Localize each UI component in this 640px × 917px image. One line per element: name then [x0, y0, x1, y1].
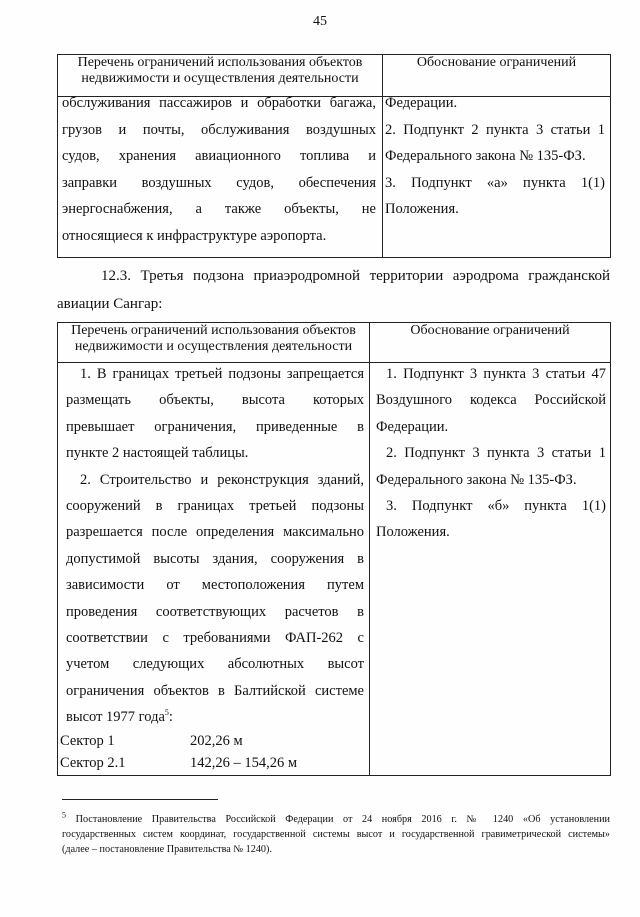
table1-left-line: судов, хранения авиационного топлива и: [62, 148, 376, 164]
table2-header-left: [58, 323, 370, 363]
table2-left-line: размещать объекты, высота которых: [66, 392, 364, 409]
table2-left-line: высот 1977 года$^5$:: [66, 708, 173, 726]
table2-right-line: Федерации.: [376, 418, 449, 435]
table2-right-line: Положения.: [376, 524, 450, 541]
restrictions-table-continued: [57, 54, 611, 258]
table2-left-line: 1. В границах третьей подзоны запрещается: [80, 366, 364, 382]
footnote-mark: 5: [62, 810, 66, 820]
table2-left-line: допустимой высоты здания, сооружения в: [66, 550, 364, 567]
table1-left-line: относящиеся к инфраструктуре аэропорта.: [62, 227, 327, 244]
table1-header-right: Обоснование ограничений: [383, 55, 611, 97]
footnote-line: (далее – постановление Правительства № 1240).: [62, 844, 272, 855]
table1-left-line: грузов и почты, обслуживания воздушных: [62, 121, 376, 138]
table2-left-line: ограничения объектов в Балтийской системе: [66, 682, 364, 699]
table2-left-line: учетом следующих абсолютных высот: [66, 656, 364, 673]
table1-left-line: энергоснабжения, а также объекты, не: [62, 201, 376, 217]
table2-right-line: Федерального закона № 135-ФЗ.: [376, 471, 577, 488]
footnote-separator: [62, 799, 218, 800]
table2-right-cell: [370, 363, 611, 776]
table1-left-line: заправки воздушных судов, обеспечения: [62, 174, 376, 191]
table2-left-line: проведения соответствующих расчетов в: [66, 603, 364, 620]
section-heading-line-1: 12.3. Третья подзона приаэродромной территории аэродрома гражданской: [101, 268, 610, 284]
page-number: 45: [313, 14, 327, 29]
table1-right-line: Положения.: [385, 201, 459, 217]
table2-right-line: 1. Подпункт 3 пункта 3 статьи 47: [386, 366, 606, 382]
table1-right-line: 3. Подпункт «а» пункта 1(1): [385, 174, 605, 191]
sector-height: 202,26 м: [190, 733, 243, 749]
footnote-line: государственных систем координат, государственной системы высот и государственной гравиметрической системы»: [62, 829, 610, 840]
table2-left-line: пункте 2 настоящей таблицы.: [66, 445, 249, 462]
table1-header-left: [58, 55, 383, 97]
table2-left-line: соответствии с требованиями ФАП-262 с: [66, 630, 364, 646]
table2-left-line: сооружений в границах третьей подзоны: [66, 498, 364, 514]
table1-right-line: 2. Подпункт 2 пункта 3 статьи 1: [385, 121, 605, 138]
table1-right-line: Федерации.: [385, 95, 458, 111]
table2-left-line: зависимости от местоположения путем: [66, 577, 364, 594]
table1-right-line: Федерального закона № 135-ФЗ.: [385, 148, 586, 164]
footnote-ref-colon: :: [168, 709, 173, 726]
sector-name: Сектор 2.1: [60, 755, 126, 771]
table1-header-left-line-2: недвижимости и осуществления деятельности: [81, 71, 359, 87]
table2-left-line: превышает ограничения, приведенные в: [66, 418, 364, 435]
table2-left-cell: [58, 363, 370, 776]
table1-right-cell: [383, 97, 611, 258]
footnote-text: Постановление Правительства Российской Федерации от 24 ноября 2016 г. № 1240 «Об установлении: [66, 814, 610, 825]
restrictions-table: [57, 322, 611, 776]
table1-left-line: обслуживания пассажиров и обработки багажа,: [62, 95, 376, 111]
table2-right-line: 3. Подпункт «б» пункта 1(1): [386, 498, 606, 514]
sector-name: Сектор 1: [60, 733, 115, 749]
section-heading-line-2: авиации Сангар:: [57, 296, 163, 312]
table2-right-line: 2. Подпункт 3 пункта 3 статьи 1: [386, 445, 606, 462]
table2-left-line: разрешается после определения максимально: [66, 524, 364, 541]
table1-header-left-line-1: Перечень ограничений использования объектов: [77, 55, 363, 70]
footnote-ref: 5: [164, 708, 169, 718]
table2-header-left-line-1: Перечень ограничений использования объектов: [71, 323, 356, 338]
footnote-line: [62, 812, 610, 827]
sector-height: 142,26 – 154,26 м: [190, 755, 298, 771]
table1-left-cell: [58, 97, 383, 258]
table2-right-line: Воздушного кодекса Российской: [376, 392, 606, 409]
table2-header-left-line-2: недвижимости и осуществления деятельности: [74, 339, 353, 355]
table2-header-right: Обоснование ограничений: [370, 323, 611, 363]
table2-left-line: 2. Строительство и реконструкция зданий,: [80, 471, 364, 488]
